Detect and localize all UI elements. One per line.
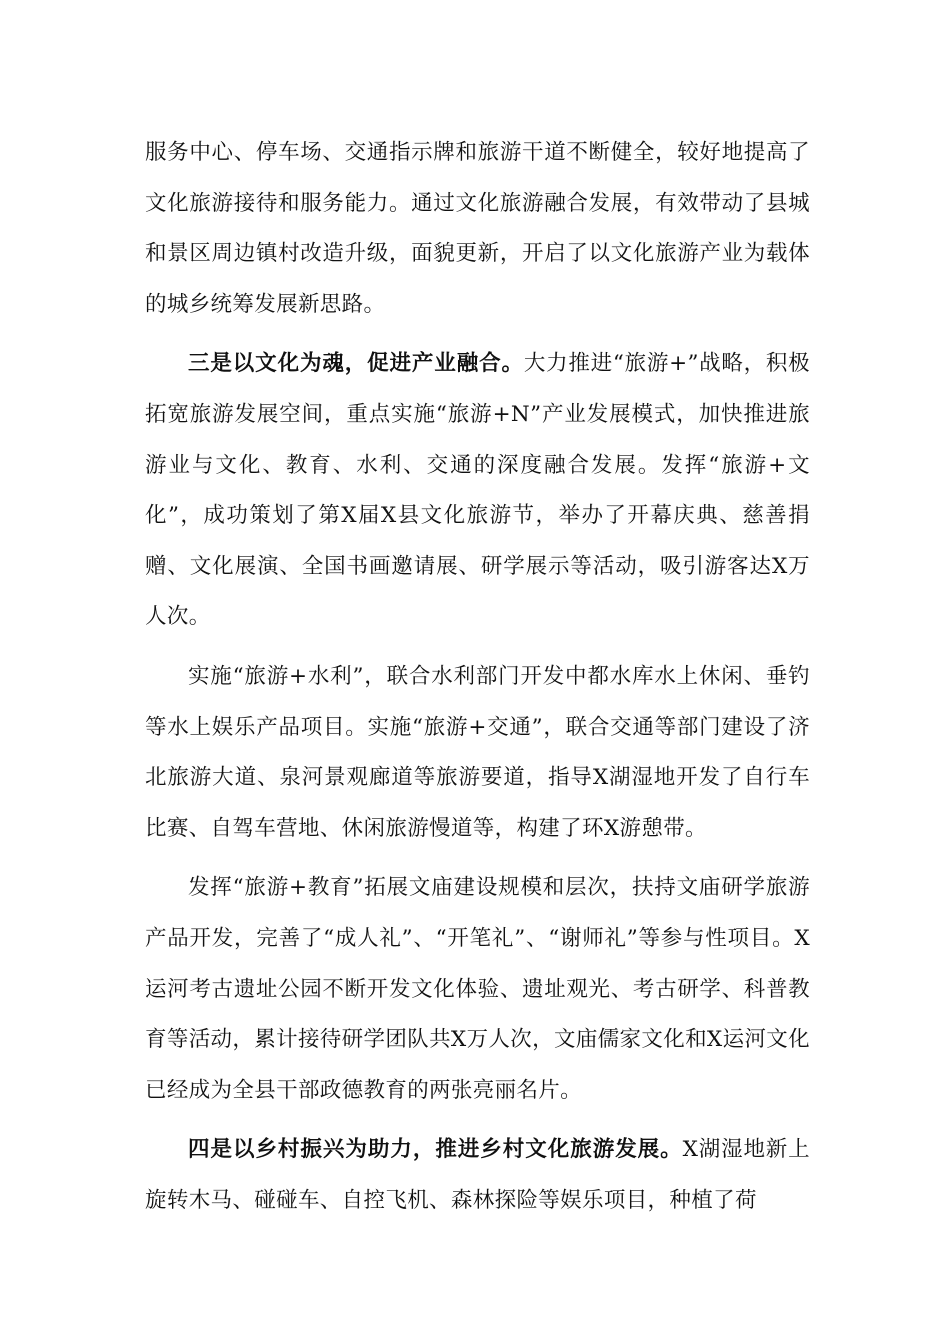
paragraph-4-text: 发挥“旅游+教育”拓展文庙建设规模和层次，扶持文庙研学旅游产品开发，完善了“成人礼”、“开笔礼”、“谢师礼”等参与性项目。X运河考古遗址公园不断开发文化体验、遗址观光、考古研学、科普教育等活动，累计接待研学团队共X万人次，文庙儒家文化和X运河文化已经成为全县干部政德教育的两张亮丽名片。 xyxy=(145,875,810,1103)
paragraph-5 xyxy=(145,1125,810,1226)
document-body xyxy=(145,128,810,1226)
paragraph-3-text: 实施“旅游+水利”，联合水利部门开发中都水库水上休闲、垂钓等水上娱乐产品项目。实施“旅游+交通”，联合交通等部门建设了济北旅游大道、泉河景观廊道等旅游要道，指导X湖湿地开发了自行车比赛、自驾车营地、休闲旅游慢道等，构建了环X游憩带。 xyxy=(145,663,810,841)
paragraph-2-text: 大力推进“旅游+”战略，积极拓宽旅游发展空间，重点实施“旅游+N”产业发展模式，加快推进旅游业与文化、教育、水利、交通的深度融合发展。发挥“旅游+文化”，成功策划了第X届X县文化旅游节，举办了开幕庆典、慈善捐赠、文化展演、全国书画邀请展、研学展示等活动，吸引游客达X万人次。 xyxy=(145,351,810,630)
paragraph-1 xyxy=(145,128,810,330)
paragraph-3 xyxy=(145,652,810,854)
paragraph-2-lead: 三是以文化为魂，促进产业融合。 xyxy=(188,351,524,377)
paragraph-5-text: X湖湿地新上旋转木马、碰碰车、自控飞机、森林探险等娱乐项目，种植了荷 xyxy=(145,1137,810,1213)
paragraph-5-lead: 四是以乡村振兴为助力，推进乡村文化旅游发展。 xyxy=(188,1137,683,1163)
paragraph-2 xyxy=(145,339,810,643)
paragraph-1-text: 服务中心、停车场、交通指示牌和旅游干道不断健全，较好地提高了文化旅游接待和服务能力。通过文化旅游融合发展，有效带动了县城和景区周边镇村改造升级，面貌更新，开启了以文化旅游产业为载体的城乡统筹发展新思路。 xyxy=(145,140,810,317)
paragraph-4 xyxy=(145,863,810,1116)
